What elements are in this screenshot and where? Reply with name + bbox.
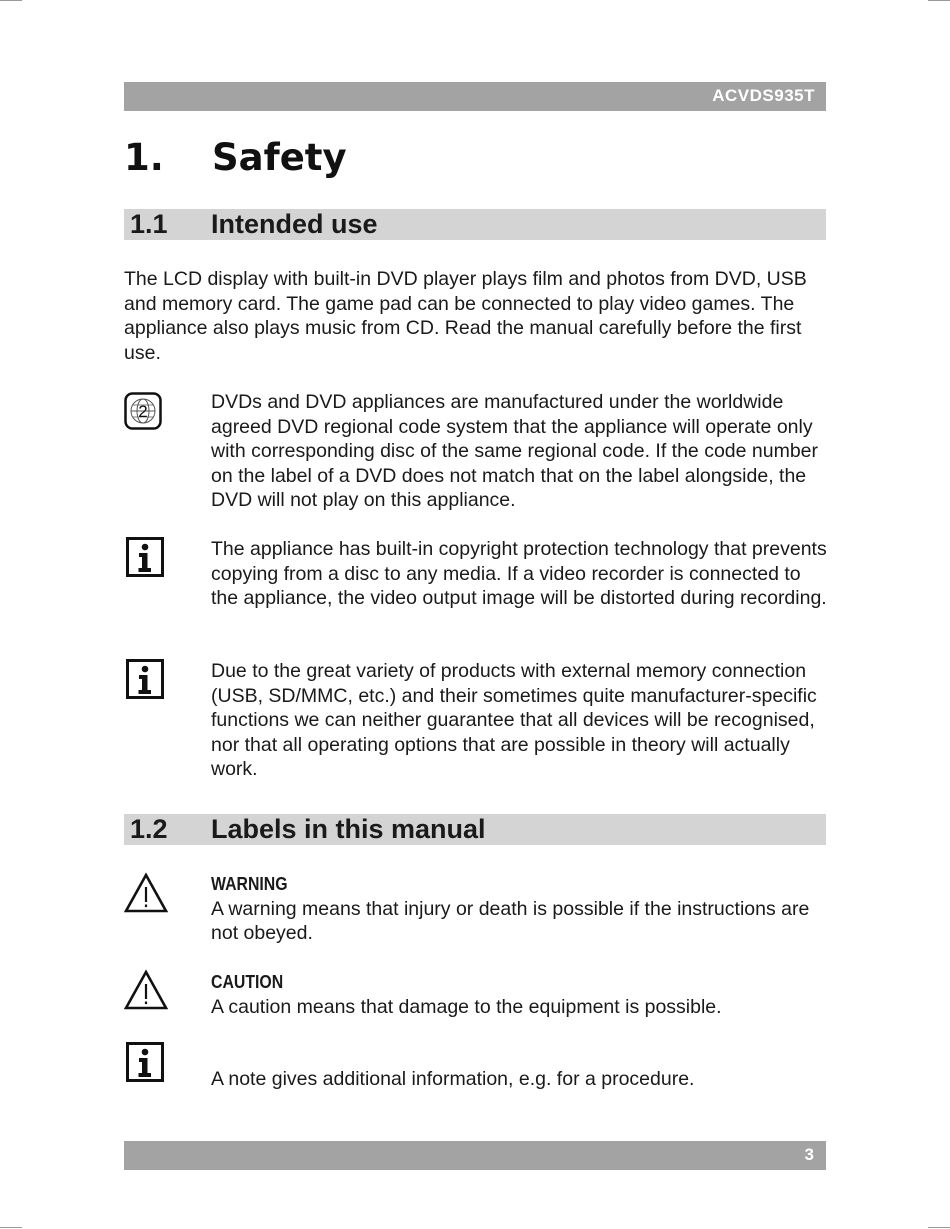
page-number: 3 — [804, 1145, 814, 1164]
label-caution-text: A caution means that damage to the equipment is possible. — [211, 995, 722, 1018]
crop-mark — [0, 0, 22, 1]
label-warning-text: A warning means that injury or death is possible if the instructions are not obeyed. — [211, 897, 810, 945]
section-title: Intended use — [211, 209, 378, 239]
label-caution-heading: CAUTION — [211, 972, 284, 992]
note-external-memory: Due to the great variety of products with external memory connection (USB, SD/MMC, etc.) and their sometimes quite manufacturer-specific functions we can neither guarantee that all devices will be recognised, nor that all operating options that are possible in theory will actually work. — [211, 660, 817, 781]
svg-text:2: 2 — [138, 402, 148, 421]
info-icon — [126, 659, 164, 704]
label-warning — [211, 872, 826, 946]
chapter-title-text: Safety — [212, 136, 347, 179]
region-code-2-icon — [124, 392, 162, 435]
section-number: 1.2 — [130, 814, 168, 844]
warning-triangle-icon — [123, 872, 169, 919]
section-heading-intended-use — [124, 209, 826, 240]
header-bar — [124, 82, 826, 111]
info-icon — [126, 1042, 164, 1087]
chapter-number: 1. — [124, 136, 164, 179]
section-title: Labels in this manual — [211, 814, 486, 844]
note-region-code: DVDs and DVD appliances are manufactured under the worldwide agreed DVD regional code system that the appliance will operate only with corresponding disc of the same regional code. If the code number on the label of a DVD does not match that on the label alongside, the DVD will not play on this appliance. — [211, 391, 819, 512]
crop-mark — [928, 0, 950, 1]
warning-triangle-icon — [123, 969, 169, 1016]
section-number: 1.1 — [130, 209, 168, 239]
label-caution — [211, 970, 826, 1019]
crop-mark — [0, 1227, 22, 1228]
section-heading-labels — [124, 814, 826, 845]
note-copy-protection: The appliance has built-in copyright protection technology that prevents copying from a disc to any media. If a video recorder is connected to the appliance, the video output image will be distorted during recording. — [211, 538, 827, 610]
label-note-text: A note gives additional information, e.g. for a procedure. — [211, 1068, 695, 1090]
footer-bar — [124, 1141, 826, 1170]
intro-paragraph: The LCD display with built-in DVD player plays film and photos from DVD, USB and memory card. The game pad can be connected to play video games. The appliance also plays music from CD. Read the manual carefully before the first use. — [124, 268, 807, 364]
model-number: ACVDS935T — [712, 86, 815, 105]
label-warning-heading: WARNING — [211, 874, 288, 894]
crop-mark — [928, 1227, 950, 1228]
chapter-title — [124, 136, 347, 179]
info-icon — [126, 537, 164, 582]
